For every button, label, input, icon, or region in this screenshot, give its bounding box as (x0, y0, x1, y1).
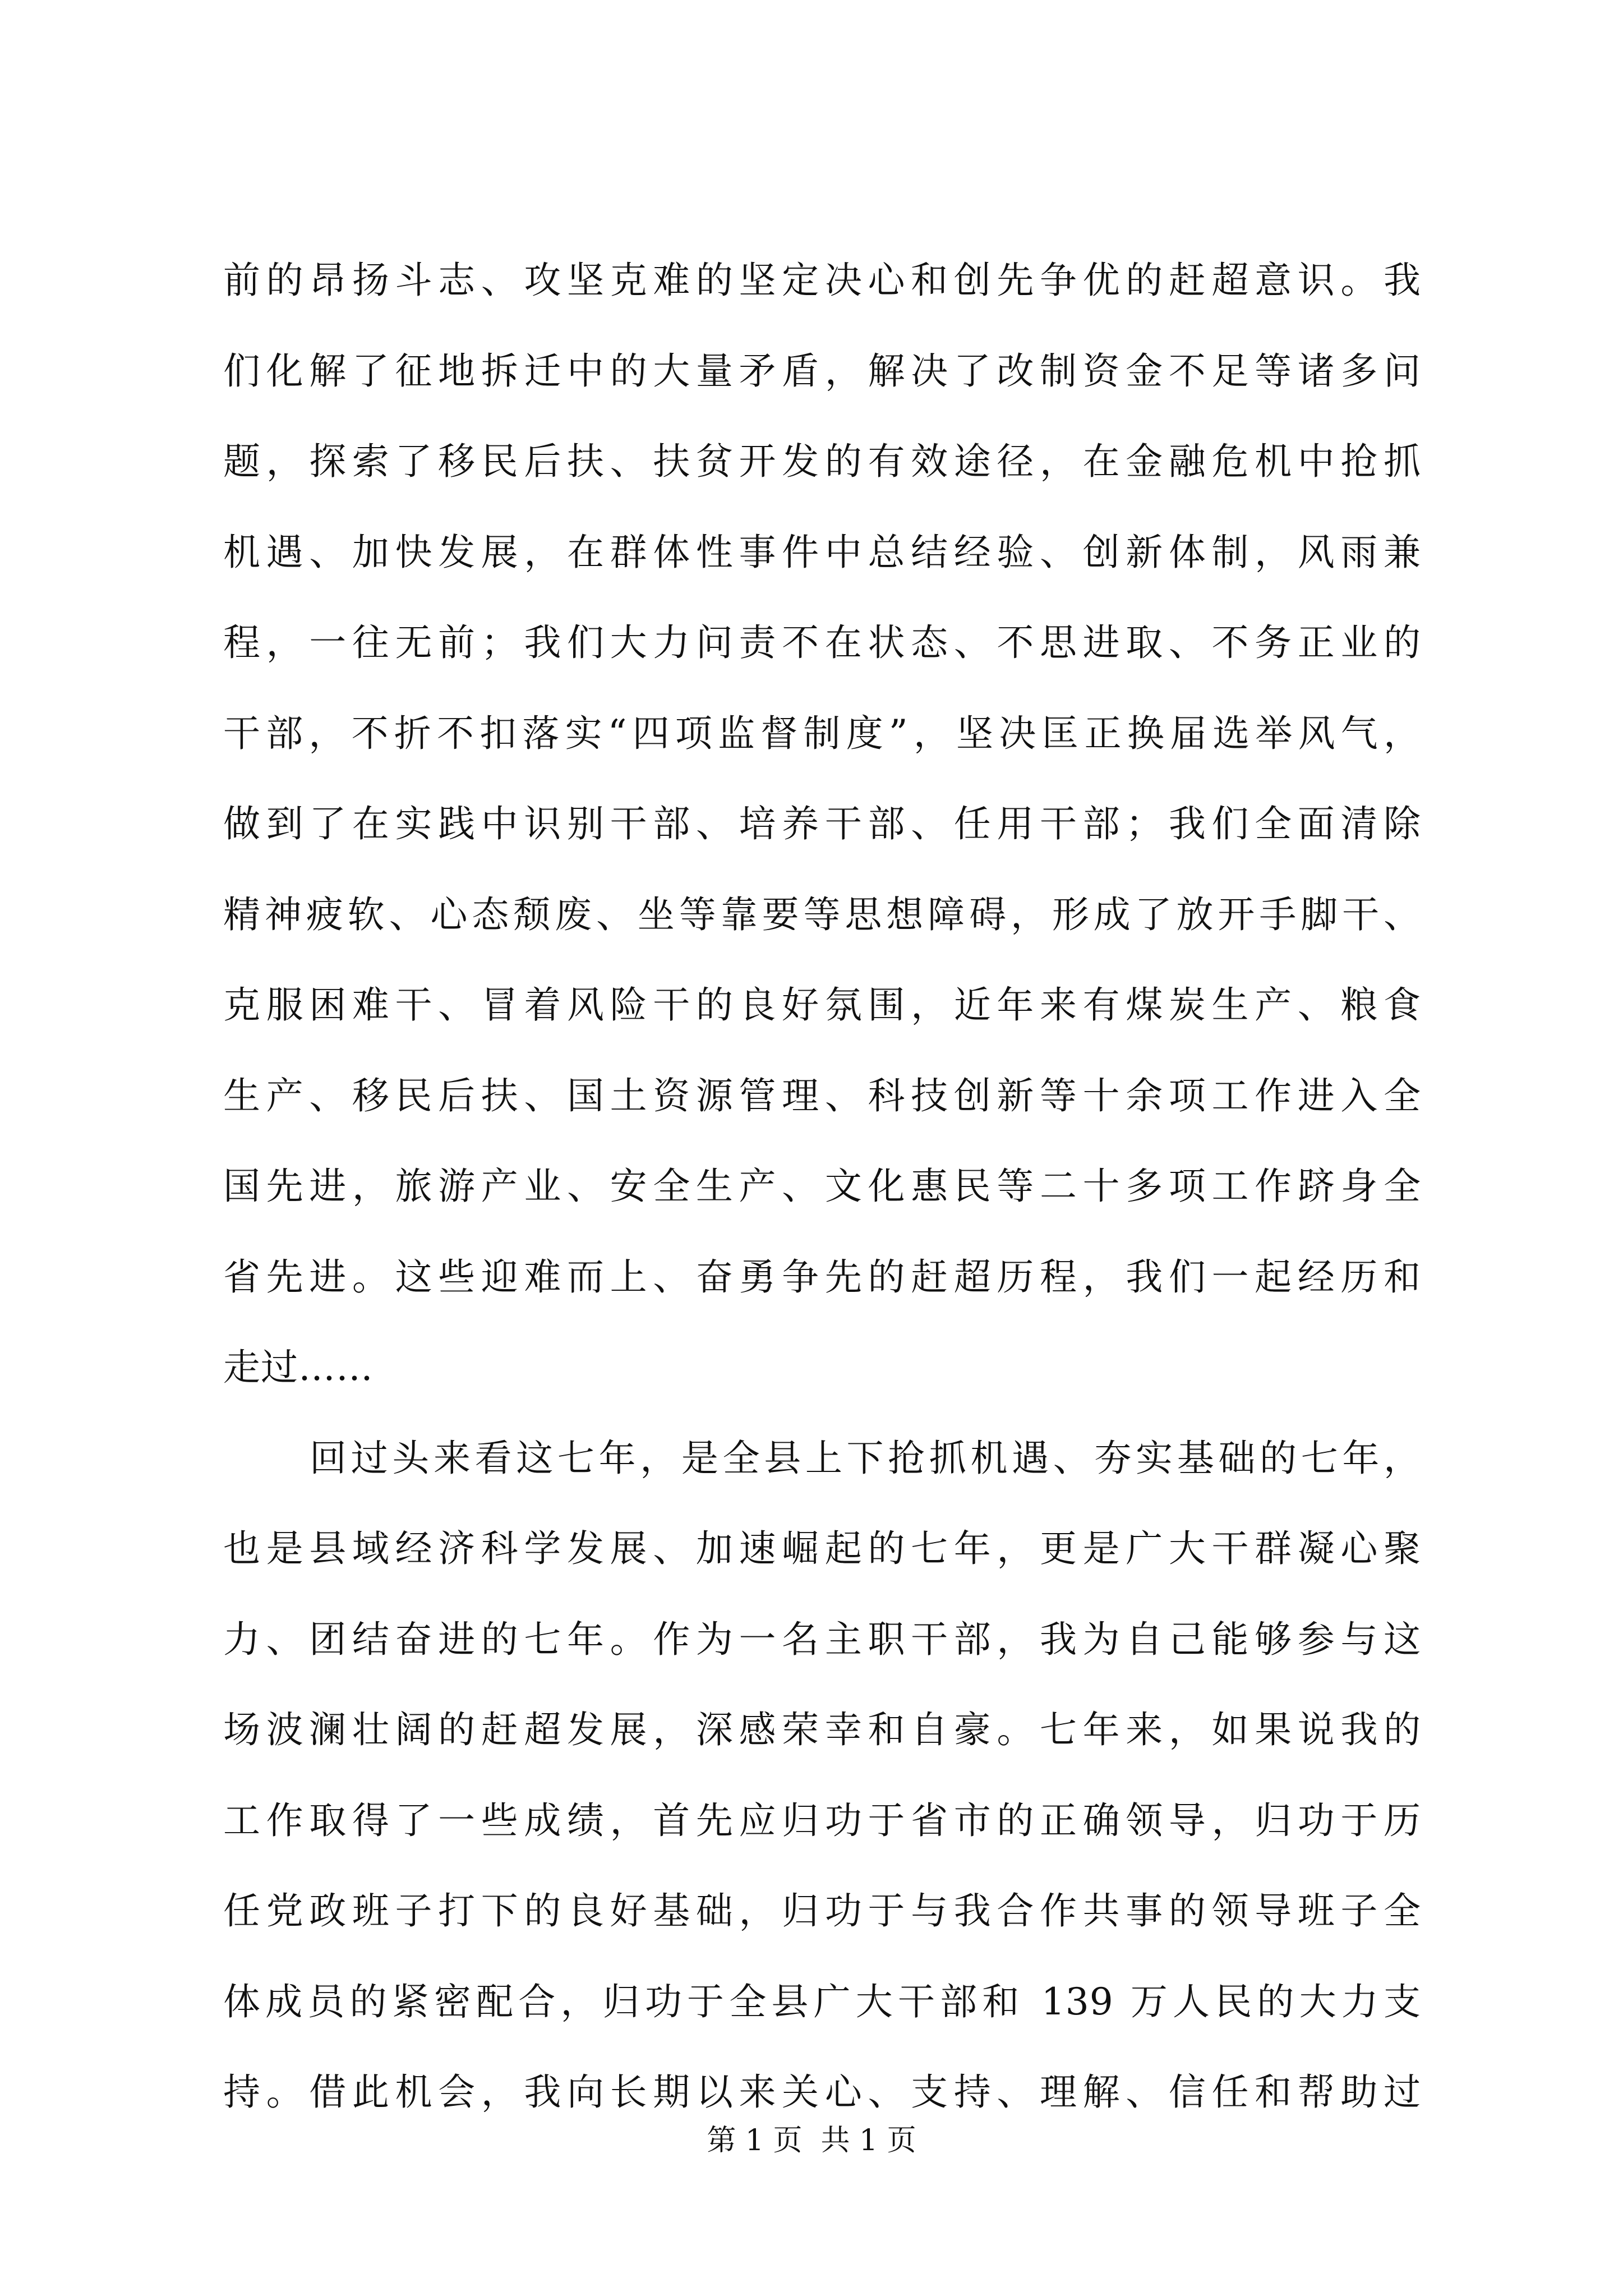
paragraph-1-line-4: 机遇、加快发展，在群体性事件中总结经验、创新体制，风雨兼 (223, 530, 1421, 574)
paragraph-1-line-1: 前的昂扬斗志、攻坚克难的坚定决心和创先争优的赶超意识。我 (223, 259, 1421, 302)
paragraph-1-line-13: 走过…… (223, 1346, 374, 1389)
paragraph-1-line-6: 干部，不折不扣落实“四项监督制度”，坚决匡正换届选举风气， (223, 711, 1421, 755)
paragraph-2-line-1: 回过头来看这七年，是全县上下抢抓机遇、夯实基础的七年， (310, 1436, 1421, 1480)
paragraph-1-line-2: 们化解了征地拆迁中的大量矛盾，解决了改制资金不足等诸多问 (223, 349, 1421, 393)
page-footer: 第 1 页 共 1 页 (707, 2124, 916, 2157)
paragraph-1-line-8: 精神疲软、心态颓废、坐等靠要等思想障碍，形成了放开手脚干、 (223, 892, 1421, 936)
paragraph-2-line-6: 任党政班子打下的良好基础，归功于与我合作共事的领导班子全 (223, 1889, 1421, 1932)
paragraph-1-line-7: 做到了在实践中识别干部、培养干部、任用干部；我们全面清除 (223, 802, 1421, 845)
paragraph-2-line-2: 也是县域经济科学发展、加速崛起的七年，更是广大干群凝心聚 (223, 1527, 1421, 1570)
paragraph-1-line-10: 生产、移民后扶、国土资源管理、科技创新等十余项工作进入全 (223, 1074, 1421, 1117)
paragraph-2-line-4: 场波澜壮阔的赶超发展，深感荣幸和自豪。七年来，如果说我的 (223, 1708, 1421, 1751)
paragraph-1-line-11: 国先进，旅游产业、安全生产、文化惠民等二十多项工作跻身全 (223, 1165, 1421, 1208)
body-text (223, 257, 1421, 2160)
paragraph-1-line-12: 省先进。这些迎难而上、奋勇争先的赶超历程，我们一起经历和 (223, 1255, 1421, 1299)
paragraph-2-line-7: 体成员的紧密配合，归功于全县广大干部和 139 万人民的大力支 (223, 1980, 1421, 2023)
paragraph-1-line-3: 题，探索了移民后扶、扶贫开发的有效途径，在金融危机中抢抓 (223, 440, 1421, 483)
paragraph-2-line-8: 持。借此机会，我向长期以来关心、支持、理解、信任和帮助过 (223, 2070, 1421, 2114)
paragraph-2-line-3: 力、团结奋进的七年。作为一名主职干部，我为自己能够参与这 (223, 1617, 1421, 1661)
paragraph-2-line-5: 工作取得了一些成绩，首先应归功于省市的正确领导，归功于历 (223, 1798, 1421, 1842)
paragraph-1-line-9: 克服困难干、冒着风险干的良好氛围，近年来有煤炭生产、粮食 (223, 983, 1421, 1027)
paragraph-1-line-5: 程，一往无前；我们大力问责不在状态、不思进取、不务正业的 (223, 621, 1421, 664)
